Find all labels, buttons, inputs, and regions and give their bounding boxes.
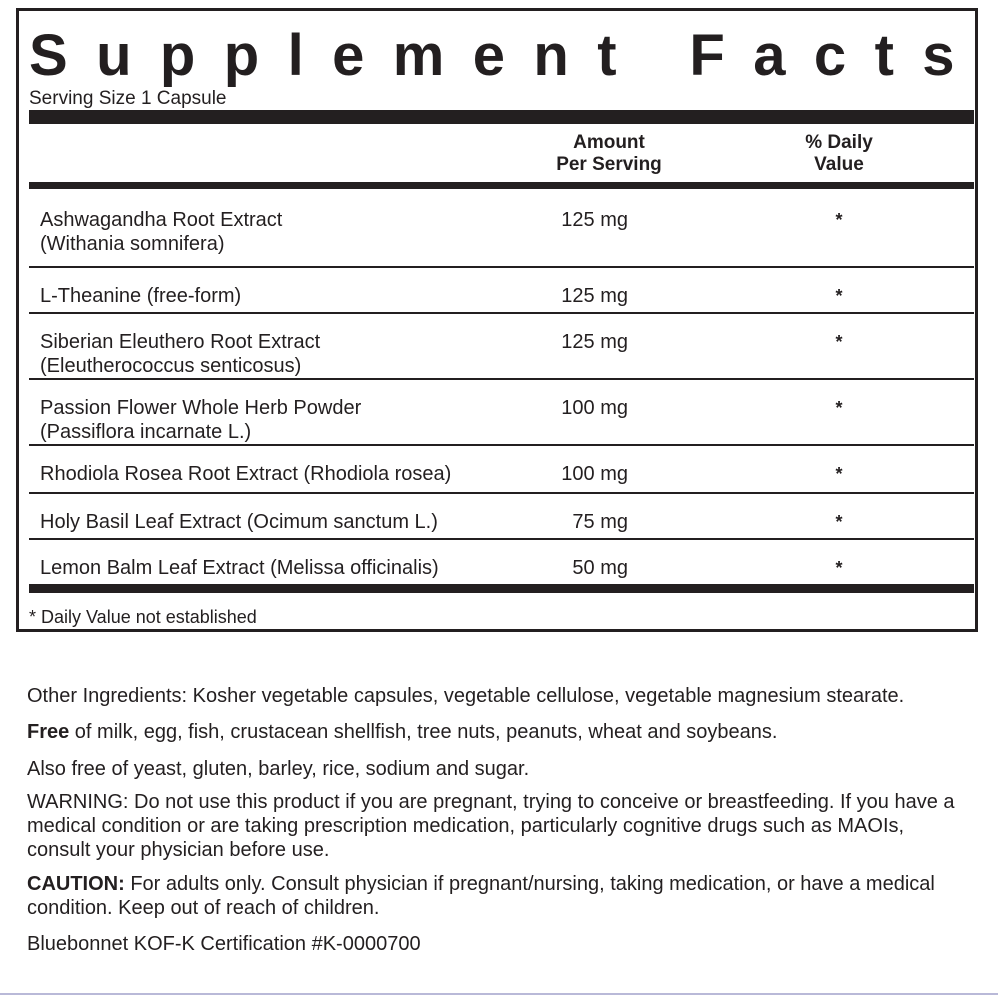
dv-header-line2: Value <box>814 154 864 175</box>
free-label: Free <box>27 721 70 743</box>
caution-text: For adults only. Consult physician if pregnant/nursing, taking medication, or have a medical condition. Keep out of reach of children. <box>27 873 935 919</box>
ingredient-amount: 125 mg <box>561 331 628 353</box>
bottom-divider <box>29 584 974 593</box>
ingredient-latin-name: (Eleutherococcus senticosus) <box>40 355 302 377</box>
ingredient-daily-value: * <box>835 464 843 484</box>
ingredient-name: Ashwagandha Root Extract <box>40 209 283 231</box>
ingredient-daily-value: * <box>835 332 843 352</box>
daily-value-footnote: * Daily Value not established <box>29 607 257 627</box>
ingredient-name: Holy Basil Leaf Extract (Ocimum sanctum L.) <box>40 511 438 533</box>
caution-statement <box>27 872 972 920</box>
ingredient-name: Rhodiola Rosea Root Extract (Rhodiola rosea) <box>40 463 452 485</box>
page-bottom-border <box>0 993 998 995</box>
ingredient-name: Lemon Balm Leaf Extract (Melissa officinalis) <box>40 557 439 579</box>
allergen-free-statement <box>27 720 777 744</box>
certification-statement: Bluebonnet KOF-K Certification #K-0000700 <box>27 933 421 955</box>
ingredient-name: Passion Flower Whole Herb Powder <box>40 397 362 419</box>
ingredient-amount: 75 mg <box>572 511 628 533</box>
row-divider <box>29 538 974 540</box>
ingredient-amount: 125 mg <box>561 285 628 307</box>
ingredient-latin-name: (Passiflora incarnate L.) <box>40 421 252 443</box>
row-divider <box>29 312 974 314</box>
serving-size: Serving Size 1 Capsule <box>29 88 227 109</box>
warning-statement: WARNING: Do not use this product if you are pregnant, trying to conceive or breastfeeding. If you have a medical condition or are taking prescription medication, particularly cognitive drugs such as MAOIs, consult your physician before use. <box>27 791 955 861</box>
ingredient-latin-name: (Withania somnifera) <box>40 233 225 255</box>
ingredient-amount: 125 mg <box>561 209 628 231</box>
supplement-facts-panel <box>16 8 983 632</box>
ingredient-amount: 100 mg <box>561 397 628 419</box>
ingredient-name: L-Theanine (free-form) <box>40 285 242 307</box>
amount-header <box>524 132 694 176</box>
ingredient-daily-value: * <box>835 210 843 230</box>
ingredient-amount: 50 mg <box>572 557 628 579</box>
ingredient-daily-value: * <box>835 558 843 578</box>
ingredient-daily-value: * <box>835 398 843 418</box>
facts-title: Supplement Facts <box>29 23 983 88</box>
other-ingredients: Other Ingredients: Kosher vegetable capsules, vegetable cellulose, vegetable magnesium stearate. <box>27 685 905 707</box>
row-divider <box>29 378 974 380</box>
amount-header-line2: Per Serving <box>556 154 662 175</box>
free-text: of milk, egg, fish, crustacean shellfish, tree nuts, peanuts, wheat and soybeans. <box>69 721 778 743</box>
header-divider <box>29 182 974 189</box>
row-divider <box>29 266 974 268</box>
row-divider <box>29 492 974 494</box>
ingredient-daily-value: * <box>835 286 843 306</box>
dv-header-line1: % Daily <box>805 132 873 153</box>
daily-value-header <box>754 132 924 176</box>
also-free-statement: Also free of yeast, gluten, barley, rice, sodium and sugar. <box>27 758 530 780</box>
ingredient-name: Siberian Eleuthero Root Extract <box>40 331 321 353</box>
ingredient-amount: 100 mg <box>561 463 628 485</box>
thick-divider <box>29 110 974 124</box>
caution-label: CAUTION: <box>27 873 125 895</box>
ingredient-daily-value: * <box>835 512 843 532</box>
row-divider <box>29 444 974 446</box>
amount-header-line1: Amount <box>573 132 645 153</box>
